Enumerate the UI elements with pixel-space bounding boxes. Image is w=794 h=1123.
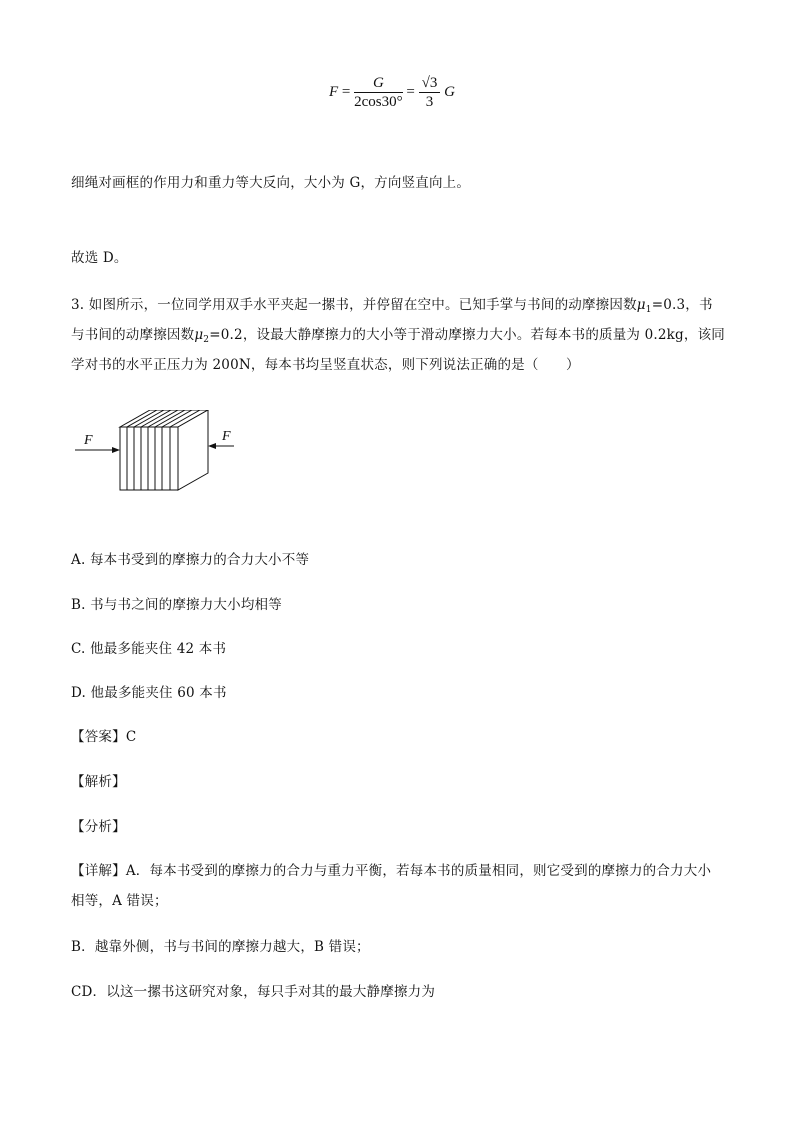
option-d-text: 他最多能夹住 60 本书	[90, 685, 227, 701]
detail-tag: 【详解】	[71, 863, 126, 879]
mu-symbol-1: μ	[636, 297, 646, 313]
question-line-3: 学对书的水平正压力为 200N，每本书均呈竖直状态，则下列说法正确的是（ ）	[71, 357, 580, 373]
answer-line	[71, 728, 136, 746]
mu-symbol-2: μ	[194, 327, 204, 343]
option-b-text: 书与书之间的摩擦力大小均相等	[90, 597, 282, 613]
detail-text-1: A．每本书受到的摩擦力的合力与重力平衡，若每本书的质量相同，则它受到的摩擦力的合力大小	[125, 863, 712, 879]
option-c-text: 他最多能夹住 42 本书	[90, 641, 227, 657]
question-text-2b: =0.2，设最大静摩擦力的大小等于滑动摩擦力大小。若每本书的质量为 0.2kg，该同	[209, 327, 725, 343]
eq-lhs: F	[329, 83, 339, 100]
eq-fraction-2	[419, 74, 441, 111]
option-c	[71, 640, 226, 658]
question-line-2	[71, 326, 725, 349]
question-text-1b: =0.3，书	[651, 297, 713, 313]
detail-line-3: B．越靠外侧，书与书间的摩擦力越大，B 错误；	[71, 939, 370, 955]
left-force-label: F	[84, 433, 93, 448]
paragraph-rope-force: 细绳对画框的作用力和重力等大反向，大小为 G，方向竖直向上。	[71, 175, 471, 191]
option-a-text: 每本书受到的摩擦力的合力大小不等	[89, 552, 310, 568]
force-equation	[329, 74, 455, 111]
detail-line-4: CD．以这一摞书这研究对象，每只手对其的最大静摩擦力为	[71, 984, 436, 1000]
option-b	[71, 596, 282, 614]
eq-frac2-denominator: 3	[425, 94, 434, 110]
eq-sign-1: =	[341, 83, 351, 100]
option-d-letter: D.	[71, 685, 87, 701]
option-a-letter: A.	[71, 552, 86, 568]
eq-frac1-denominator: 2cos30°	[354, 94, 403, 110]
option-d	[71, 684, 227, 702]
eq-tail: G	[444, 83, 455, 100]
question-line-1	[71, 296, 713, 319]
answer-tag: 【答案】	[71, 729, 126, 745]
books-figure	[70, 410, 250, 500]
detail-line-1	[71, 862, 711, 880]
mu1-subscript: 1	[645, 305, 652, 315]
eq-sign-2: =	[406, 83, 415, 100]
eq-frac1-numerator: G	[354, 74, 403, 93]
option-a	[71, 551, 309, 569]
book-stack-front-face	[120, 427, 178, 490]
question-text-1a: 如图所示，一位同学用双手水平夹起一摞书，并停留在空中。已知手掌与书间的动摩擦因数	[88, 297, 637, 313]
question-text-2a: 与书间的动摩擦因数	[71, 327, 195, 343]
detail-line-2: 相等，A 错误；	[71, 893, 168, 909]
paragraph-select: 故选 D。	[71, 250, 128, 266]
eq-fraction-1	[354, 74, 403, 111]
answer-value: C	[125, 729, 137, 745]
option-b-letter: B.	[71, 597, 86, 613]
fenxi-tag: 【分析】	[71, 819, 126, 835]
left-force-arrow	[75, 447, 120, 453]
question-number: 3.	[71, 297, 85, 313]
analysis-tag: 【解析】	[71, 774, 126, 790]
right-force-label: F	[222, 429, 231, 444]
eq-frac2-numerator: √3	[419, 74, 441, 93]
option-c-letter: C.	[71, 641, 86, 657]
mu2-subscript: 2	[203, 335, 210, 345]
